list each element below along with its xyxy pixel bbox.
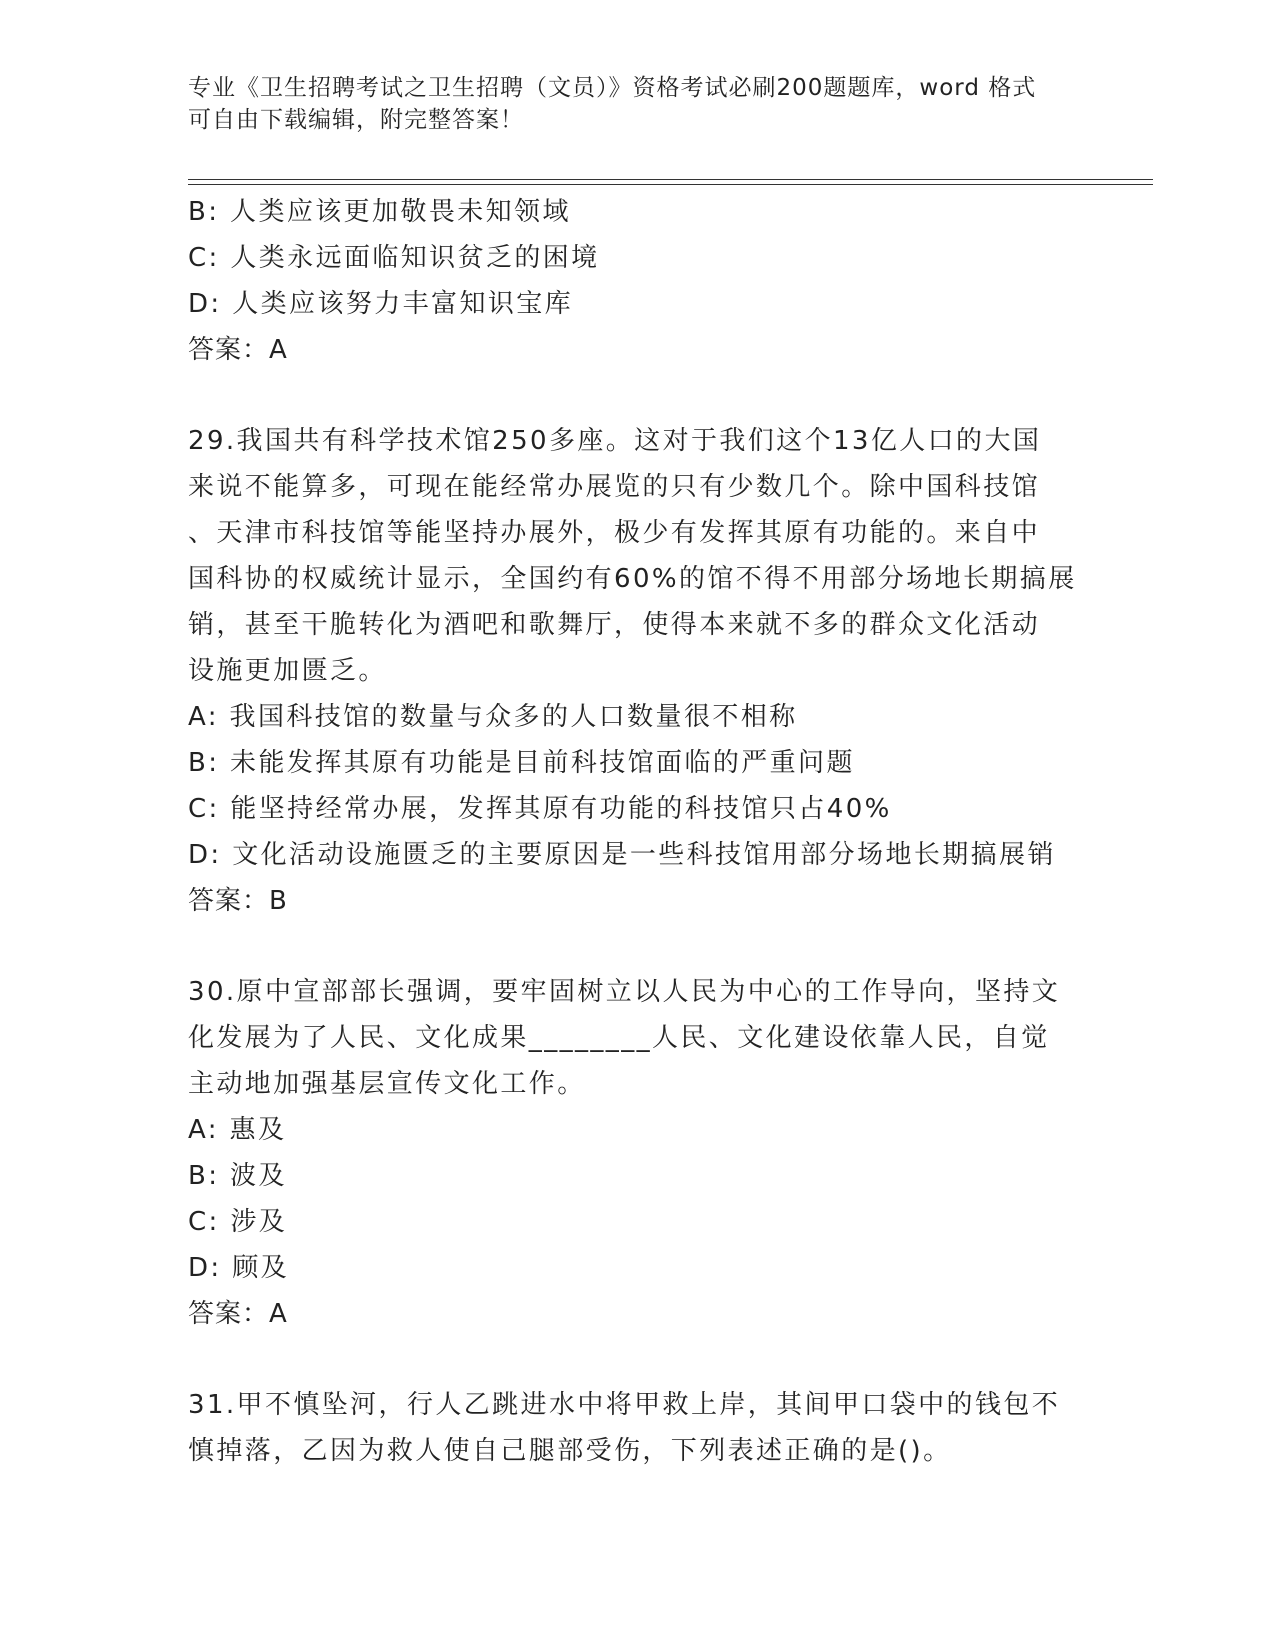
option-c: C: 涉及 [188, 1207, 288, 1237]
question-stem-line: 29.我国共有科学技术馆250多座。这对于我们这个13亿人口的大国 [188, 426, 1042, 456]
question-stem-line: 主动地加强基层宣传文化工作。 [188, 1069, 586, 1099]
option-b: B: 未能发挥其原有功能是目前科技馆面临的严重问题 [188, 748, 855, 778]
answer: 答案：B [188, 886, 288, 916]
option-c: C: 能坚持经常办展，发挥其原有功能的科技馆只占40% [188, 794, 892, 824]
option-a: A: 我国科技馆的数量与众多的人口数量很不相称 [188, 702, 798, 732]
option-b: B: 人类应该更加敬畏未知领域 [188, 197, 571, 227]
question-29 [188, 418, 1088, 924]
question-stem-line: 来说不能算多，可现在能经常办展览的只有少数几个。除中国科技馆 [188, 472, 1041, 502]
option-d: D: 人类应该努力丰富知识宝库 [188, 289, 574, 319]
option-d: D: 文化活动设施匮乏的主要原因是一些科技馆用部分场地长期搞展销 [188, 840, 1056, 870]
option-c: C: 人类永远面临知识贫乏的困境 [188, 243, 600, 273]
question-stem-line: 销，甚至干脆转化为酒吧和歌舞厅，使得本来就不多的群众文化活动 [188, 610, 1041, 640]
question-stem-line: 31.甲不慎坠河，行人乙跳进水中将甲救上岸，其间甲口袋中的钱包不 [188, 1390, 1061, 1420]
question-28-tail [188, 189, 1088, 373]
option-b: B: 波及 [188, 1161, 287, 1191]
question-30 [188, 969, 1088, 1337]
option-d: D: 顾及 [188, 1253, 290, 1283]
document-body [188, 189, 1088, 1474]
question-stem-line: 慎掉落，乙因为救人使自己腿部受伤，下列表述正确的是()。 [188, 1436, 952, 1466]
header-line-2: 可自由下载编辑，附完整答案！ [188, 107, 524, 133]
question-stem-line: 30.原中宣部部长强调，要牢固树立以人民为中心的工作导向，坚持文 [188, 977, 1061, 1007]
option-a: A: 惠及 [188, 1115, 287, 1145]
question-stem-line: 国科协的权威统计显示，全国约有60%的馆不得不用部分场地长期搞展 [188, 564, 1077, 594]
document-header [188, 72, 1088, 136]
question-stem-line: 设施更加匮乏。 [188, 656, 387, 686]
question-stem-line: 化发展为了人民、文化成果________人民、文化建设依靠人民，自觉 [188, 1023, 1050, 1053]
question-31 [188, 1382, 1088, 1474]
answer: 答案：A [188, 335, 288, 365]
header-rule-bottom [188, 184, 1153, 185]
header-rule-top [188, 179, 1153, 180]
question-stem-line: 、天津市科技馆等能坚持办展外，极少有发挥其原有功能的。来自中 [188, 518, 1041, 548]
answer: 答案：A [188, 1299, 288, 1329]
header-line-1: 专业《卫生招聘考试之卫生招聘（文员）》资格考试必刷200题题库，word 格式 [188, 75, 1037, 101]
